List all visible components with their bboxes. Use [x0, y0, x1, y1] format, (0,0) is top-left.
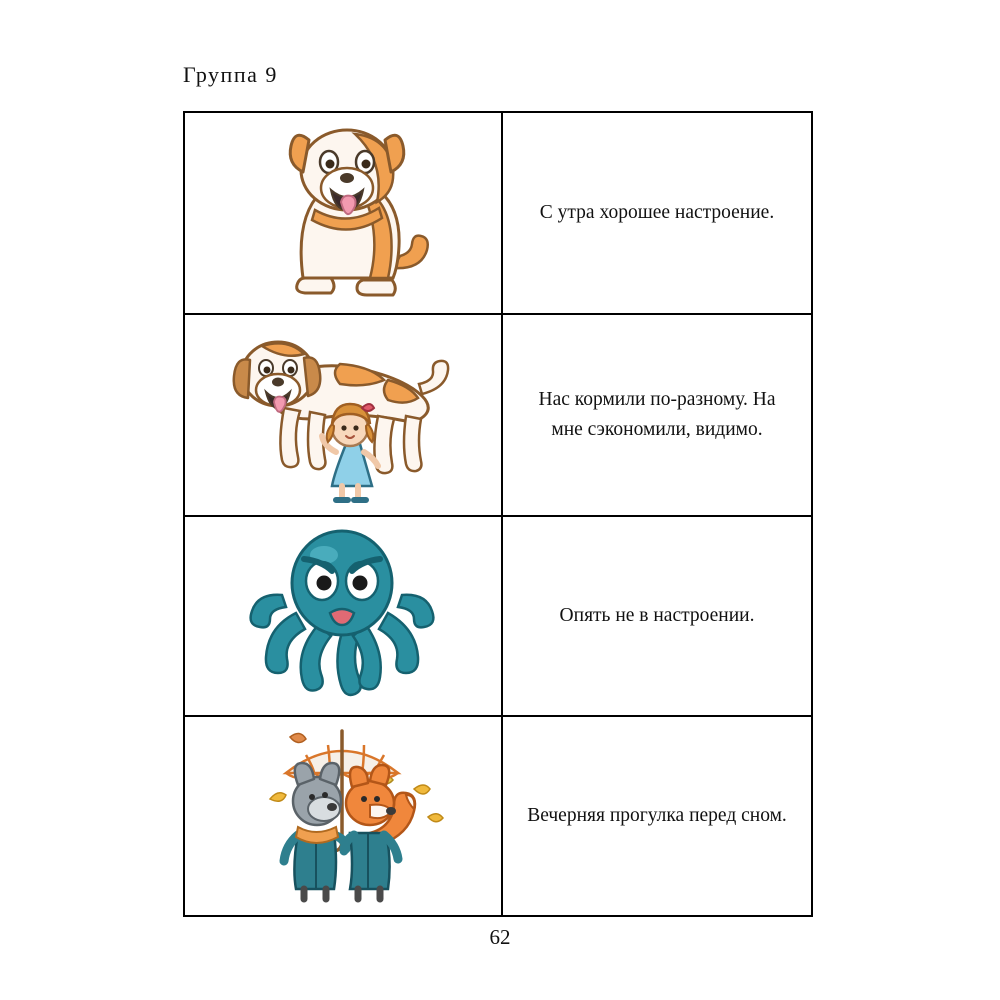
page-number: 62 — [489, 925, 511, 949]
wolf-and-fox-with-umbrella-illustration — [228, 721, 458, 911]
illustration-cell-saint-bernard — [185, 315, 503, 515]
dog-sitting-illustration — [243, 118, 443, 308]
illustration-cell-wolf-fox — [185, 717, 503, 915]
exercise-table — [183, 111, 813, 917]
table-row — [185, 113, 811, 315]
saint-bernard-and-girl-illustration — [228, 320, 458, 510]
caption-text: С утра хорошее настроение. — [539, 201, 775, 223]
caption-text: Вечерняя прогулка перед сном. — [527, 804, 787, 826]
caption-text: Нас кормили по-разному. На мне сэкономили, видимо. — [538, 388, 776, 440]
page-title: Группа 9 — [183, 62, 278, 87]
table-row — [185, 315, 811, 517]
table-row — [185, 517, 811, 717]
table-row — [185, 717, 811, 915]
illustration-cell-octopus — [185, 517, 503, 715]
caption-text: Опять не в настроении. — [559, 604, 755, 626]
angry-octopus-illustration — [248, 521, 438, 711]
illustration-cell-dog-sitting — [185, 113, 503, 313]
